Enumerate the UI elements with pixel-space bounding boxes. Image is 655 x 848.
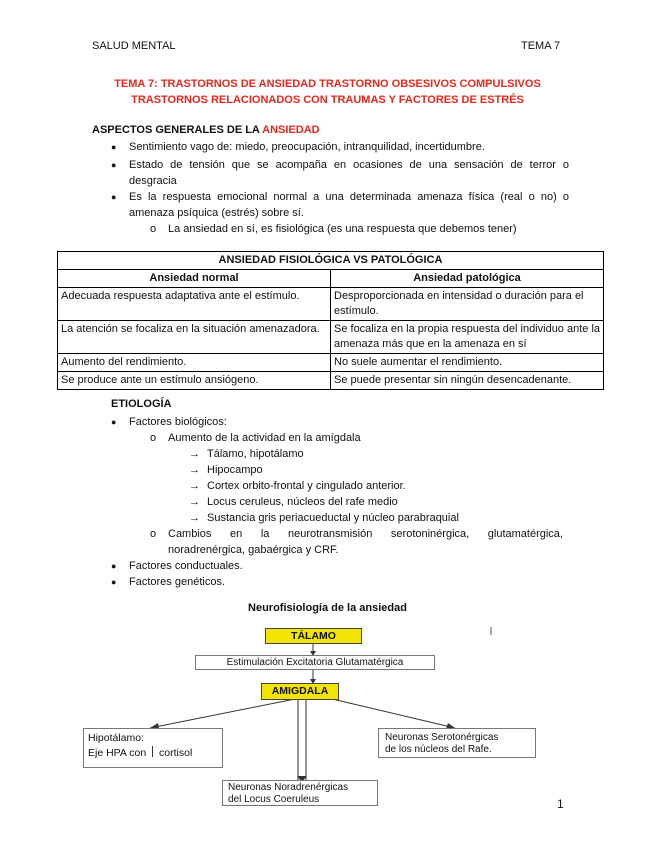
estimulacion-box: Estimulación Excitatoria Glutamatérgica [195,655,435,670]
bullet-icon: ● [111,417,117,427]
connector-line [328,698,455,728]
table-cell: Aumento del rendimiento. [58,354,331,372]
bullet-item: Es la respuesta emocional normal a una determinada amenaza física (real o no) o amenaza psíquica (estrés) sobre sí. [129,191,569,219]
arrow-right-icon: → [189,496,200,508]
bullet-item: Factores genéticos. [129,576,225,588]
heading-highlight: ANSIEDAD [262,124,320,136]
page-number: 1 [557,797,564,811]
sub-bullet-icon: o [150,528,157,540]
table-cell: Se focaliza en la propia respuesta del individuo ante la amenaza más que en la amenaza en sí [331,321,604,354]
serotonergicas-box [378,728,536,758]
table-cell: Se produce ante un estímulo ansiógeno. [58,372,331,390]
arrow-item: Sustancia gris periacueductal y núcleo parabraquial [207,512,459,524]
bullet-icon: ● [111,561,117,571]
arrow-item: Cortex orbito-frontal y cingulado anterior. [207,480,406,492]
sub-bullet-item: Aumento de la actividad en la amígdala [168,432,361,444]
arrow-right-icon: → [189,512,200,524]
noradrenergicas-box [222,780,378,806]
bullet-item: Factores conductuales. [129,560,243,572]
sub-bullet-icon: o [150,432,157,444]
noradrenergicas-line-1: Neuronas Noradrenérgicas [228,782,349,793]
heading-text: ASPECTOS GENERALES DE LA [92,124,260,136]
header-right: TEMA 7 [521,40,561,52]
table-title: ANSIEDAD FISIOLÓGICA VS PATOLÓGICA [58,252,604,270]
serotonergicas-line-2: de los núcleos del Rafe. [385,744,492,755]
hipotalamo-line-1: Hipotálamo: [88,732,145,744]
table-cell: Se puede presentar sin ningún desencadenante. [331,372,604,390]
arrow-item: Tálamo, hipotálamo [207,448,304,460]
table-cell: Desproporcionada en intensidad o duración para el estímulo. [331,288,604,321]
noradrenergicas-line-2: del Locus Coeruleus [228,794,320,805]
bullet-item: Estado de tensión que se acompaña en ocasiones de una sensación de terror o desgracia [129,159,569,187]
bullet-item: Factores biológicos: [129,416,227,428]
serotonergicas-line-1: Neuronas Serotonérgicas [385,732,499,743]
hipotalamo-line-2 [88,746,218,761]
bullet-icon: ● [111,577,117,587]
title-line-1: TEMA 7: TRASTORNOS DE ANSIEDAD TRASTORNO OBSESIVOS COMPULSIVOS [114,78,541,90]
sub-bullet-item: La ansiedad en sí, es fisiológica (es una respuesta que debemos tener) [168,223,517,235]
bullet-icon: ● [111,160,117,170]
section-heading-etiologia: ETIOLOGÍA [111,398,172,410]
connector-line [150,698,300,728]
table-header-patologica: Ansiedad patológica [331,270,604,288]
table-header-normal: Ansiedad normal [58,270,331,288]
title-line-2: TRASTORNOS RELACIONADOS CON TRAUMAS Y FACTORES DE ESTRÉS [131,94,524,106]
up-arrow-icon [152,746,153,757]
header-left: SALUD MENTAL [92,40,176,52]
hipotalamo-line-2-text: Eje HPA con [88,747,147,759]
arrow-item: Hipocampo [207,464,263,476]
arrow-right-icon: → [189,480,200,492]
sub-bullet-item: Cambios en la neurotransmisión serotoninérgica, glutamatérgica, noradrenérgica, gabaérgica y CRF. [168,528,563,556]
table-cell: La atención se focaliza en la situación amenazadora. [58,321,331,354]
arrow-right-icon: → [189,448,200,460]
table-cell: No suele aumentar el rendimiento. [331,354,604,372]
cortisol-text: cortisol [159,747,193,759]
hipotalamo-box [83,728,223,768]
bullet-icon: ● [111,192,117,202]
arrow-item: Locus ceruleus, núcleos del rafe medio [207,496,398,508]
diagram-title: Neurofisiología de la ansiedad [248,602,407,614]
bullet-item: Sentimiento vago de: miedo, preocupación, intranquilidad, incertidumbre. [129,141,485,153]
bullet-icon: ● [111,142,117,152]
sub-bullet-icon: o [150,223,157,235]
table-cell: Adecuada respuesta adaptativa ante el estímulo. [58,288,331,321]
amigdala-box: AMIGDALA [261,683,339,700]
arrow-right-icon: → [189,464,200,476]
talamo-box: TÁLAMO [265,628,362,644]
